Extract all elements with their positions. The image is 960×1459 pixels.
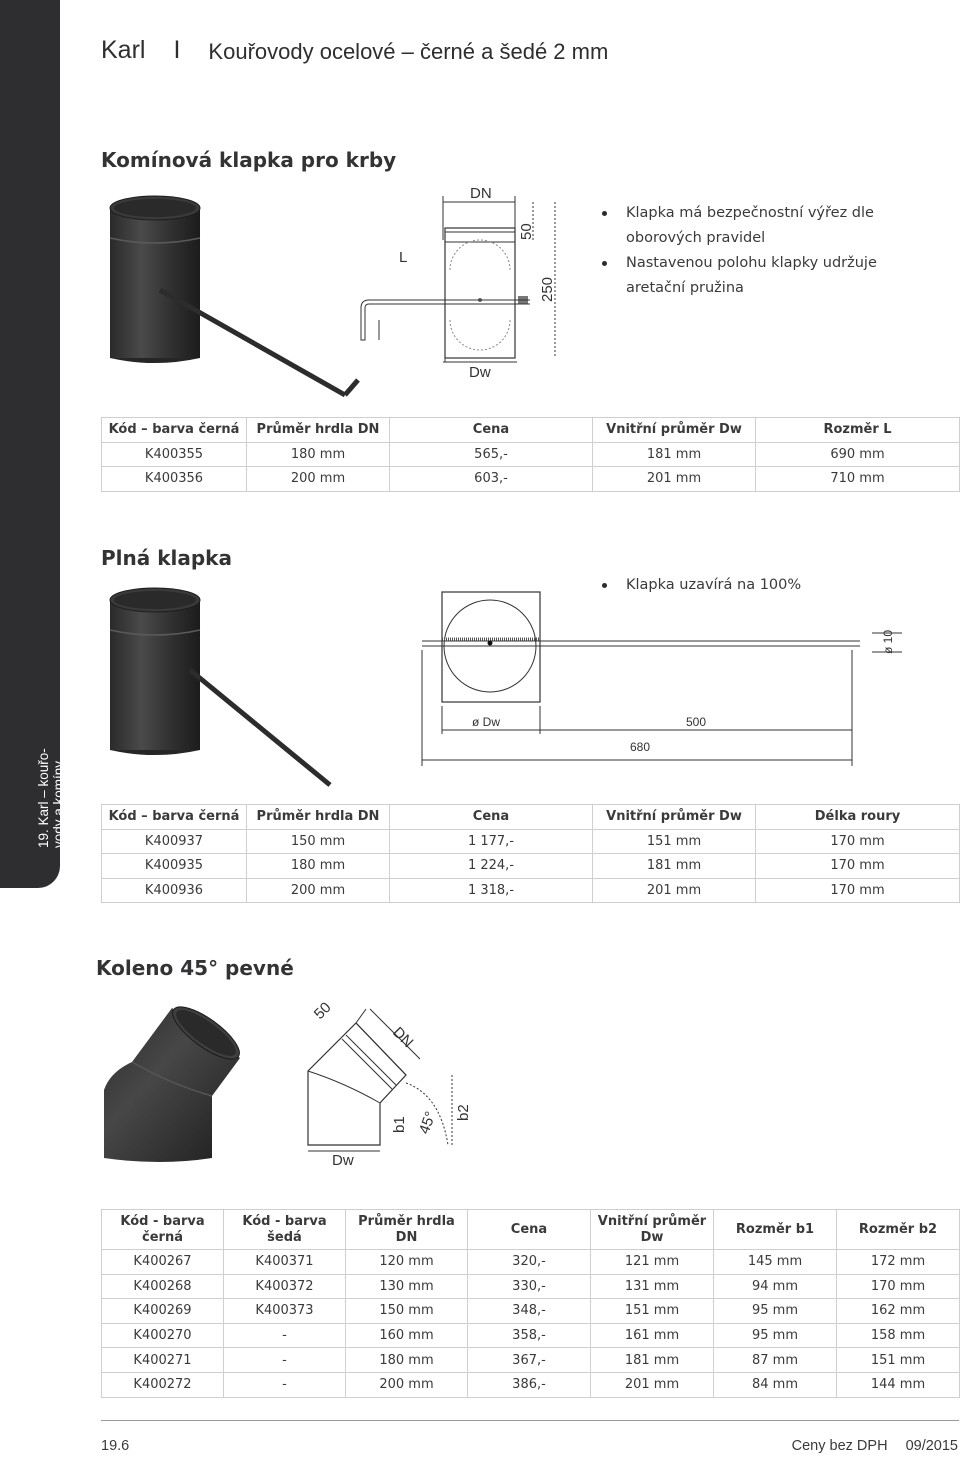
table-cell: K400268 <box>102 1274 224 1299</box>
table-cell: K400355 <box>102 442 247 467</box>
full-damper-photo <box>100 580 365 790</box>
table-cell: 565,- <box>390 442 593 467</box>
chapter-side-label-line1: 19. Karl – kouřo- <box>36 748 51 848</box>
table-cell: 180 mm <box>346 1348 468 1373</box>
table-header-cell: Cena <box>468 1210 591 1250</box>
section1-title: Komínová klapka pro krby <box>101 148 397 172</box>
table-header-row <box>102 805 960 830</box>
table-cell: 1 177,- <box>390 829 593 854</box>
table-cell: K400937 <box>102 829 247 854</box>
table-cell: 158 mm <box>837 1323 960 1348</box>
table-cell: 170 mm <box>756 878 960 903</box>
section3-table <box>101 1209 960 1398</box>
table-header-row <box>102 418 960 443</box>
page-header <box>101 36 608 68</box>
chapter-side-label <box>36 648 66 848</box>
table-cell: 330,- <box>468 1274 591 1299</box>
section2-bullets <box>600 573 900 598</box>
diagram-label-angle: 45° <box>415 1109 440 1137</box>
table-cell: 181 mm <box>593 854 756 879</box>
table-cell: - <box>224 1348 346 1373</box>
table-cell: 181 mm <box>593 442 756 467</box>
table-cell: 150 mm <box>346 1299 468 1324</box>
table-header-cell: Vnitřní průměr Dw <box>591 1210 714 1250</box>
section1-bullets <box>600 201 900 301</box>
table-header-cell: Rozměr L <box>756 418 960 443</box>
footer-date: 09/2015 <box>905 1438 958 1454</box>
table-row <box>102 1372 960 1397</box>
table-row <box>102 1274 960 1299</box>
diagram-label-l: L <box>399 249 408 266</box>
table-cell: 386,- <box>468 1372 591 1397</box>
table-cell: 320,- <box>468 1250 591 1275</box>
table-cell: 201 mm <box>591 1372 714 1397</box>
table-row <box>102 829 960 854</box>
diagram-label-500: 500 <box>686 715 707 729</box>
table-cell: K400373 <box>224 1299 346 1324</box>
section1-table <box>101 417 960 492</box>
table-header-cell: Délka roury <box>756 805 960 830</box>
table-header-cell: Kód – barva černá <box>102 418 247 443</box>
table-cell: 145 mm <box>714 1250 837 1275</box>
table-cell: 160 mm <box>346 1323 468 1348</box>
table-cell: 130 mm <box>346 1274 468 1299</box>
table-cell: 94 mm <box>714 1274 837 1299</box>
table-cell: - <box>224 1323 346 1348</box>
table-cell: 181 mm <box>591 1348 714 1373</box>
table-cell: K400271 <box>102 1348 224 1373</box>
table-cell: 603,- <box>390 467 593 492</box>
full-damper-diagram <box>420 588 920 768</box>
diagram-label-50: 50 <box>518 223 535 240</box>
footer-divider <box>101 1420 959 1421</box>
section2-table <box>101 804 960 903</box>
table-header-cell: Kód - barva černá <box>102 1210 224 1250</box>
table-cell: 131 mm <box>591 1274 714 1299</box>
table-cell: 95 mm <box>714 1323 837 1348</box>
chimney-damper-diagram <box>355 180 580 385</box>
elbow-45-photo <box>100 1000 250 1165</box>
table-row <box>102 1299 960 1324</box>
table-cell: K400270 <box>102 1323 224 1348</box>
header-brand: Karl <box>101 36 146 64</box>
table-cell: 200 mm <box>247 467 390 492</box>
table-row <box>102 1323 960 1348</box>
table-header-cell: Rozměr b1 <box>714 1210 837 1250</box>
diagram-label-250: 250 <box>539 276 556 302</box>
table-cell: 121 mm <box>591 1250 714 1275</box>
table-cell: 1 318,- <box>390 878 593 903</box>
table-cell: - <box>224 1372 346 1397</box>
table-cell: 172 mm <box>837 1250 960 1275</box>
table-header-cell: Vnitřní průměr Dw <box>593 805 756 830</box>
table-header-cell: Cena <box>390 418 593 443</box>
diagram-label-b1: b1 <box>391 1116 408 1133</box>
table-cell: 358,- <box>468 1323 591 1348</box>
footer-info <box>778 1438 958 1454</box>
table-cell: 170 mm <box>756 854 960 879</box>
page-number: 19.6 <box>101 1438 130 1454</box>
table-row <box>102 467 960 492</box>
diagram-label-680: 680 <box>630 740 651 754</box>
elbow-45-diagram <box>300 995 490 1170</box>
table-cell: 87 mm <box>714 1348 837 1373</box>
header-separator: I <box>173 36 181 64</box>
table-cell: 161 mm <box>591 1323 714 1348</box>
table-header-cell: Průměr hrdla DN <box>346 1210 468 1250</box>
table-cell: K400269 <box>102 1299 224 1324</box>
table-row <box>102 1250 960 1275</box>
table-cell: 95 mm <box>714 1299 837 1324</box>
table-cell: K400372 <box>224 1274 346 1299</box>
diagram-label-dw: Dw <box>332 1152 354 1169</box>
table-cell: 1 224,- <box>390 854 593 879</box>
table-header-cell: Kód - barva šedá <box>224 1210 346 1250</box>
table-cell: 150 mm <box>247 829 390 854</box>
table-cell: 170 mm <box>756 829 960 854</box>
footer-price-note: Ceny bez DPH <box>791 1438 888 1454</box>
diagram-label-50: 50 <box>310 999 335 1023</box>
table-cell: 200 mm <box>346 1372 468 1397</box>
table-cell: 151 mm <box>591 1299 714 1324</box>
section3-title: Koleno 45° pevné <box>96 956 294 980</box>
section1-bullet: Klapka má bezpečnostní výřez dle oborových pravidel <box>600 201 900 251</box>
table-cell: 162 mm <box>837 1299 960 1324</box>
table-cell: 180 mm <box>247 442 390 467</box>
header-subtitle: Kouřovody ocelové – černé a šedé 2 mm <box>208 39 609 64</box>
table-cell: 710 mm <box>756 467 960 492</box>
table-cell: 201 mm <box>593 467 756 492</box>
table-header-cell: Kód – barva černá <box>102 805 247 830</box>
table-cell: 690 mm <box>756 442 960 467</box>
table-cell: 180 mm <box>247 854 390 879</box>
diagram-label-d10: ø 10 <box>881 629 895 654</box>
table-cell: 84 mm <box>714 1372 837 1397</box>
diagram-label-dn: DN <box>470 185 492 202</box>
table-cell: 200 mm <box>247 878 390 903</box>
table-cell: 151 mm <box>837 1348 960 1373</box>
table-row <box>102 442 960 467</box>
table-cell: 170 mm <box>837 1274 960 1299</box>
table-row <box>102 1348 960 1373</box>
table-cell: K400356 <box>102 467 247 492</box>
chimney-damper-photo <box>100 190 365 400</box>
diagram-label-dw: Dw <box>469 364 491 381</box>
table-cell: 144 mm <box>837 1372 960 1397</box>
table-cell: K400267 <box>102 1250 224 1275</box>
table-cell: 201 mm <box>593 878 756 903</box>
table-cell: K400936 <box>102 878 247 903</box>
table-header-row <box>102 1210 960 1250</box>
table-cell: K400371 <box>224 1250 346 1275</box>
table-cell: 348,- <box>468 1299 591 1324</box>
table-cell: K400935 <box>102 854 247 879</box>
table-cell: 120 mm <box>346 1250 468 1275</box>
section1-bullet: Nastavenou polohu klapky udržuje aretační pružina <box>600 251 900 301</box>
table-row <box>102 854 960 879</box>
table-cell: 367,- <box>468 1348 591 1373</box>
table-header-cell: Průměr hrdla DN <box>247 805 390 830</box>
chapter-side-label-line2: vody a komíny <box>51 760 66 848</box>
table-header-cell: Cena <box>390 805 593 830</box>
table-header-cell: Vnitřní průměr Dw <box>593 418 756 443</box>
section2-bullet: Klapka uzavírá na 100% <box>600 573 900 598</box>
table-row <box>102 878 960 903</box>
table-header-cell: Průměr hrdla DN <box>247 418 390 443</box>
diagram-label-b2: b2 <box>455 1104 472 1121</box>
table-header-cell: Rozměr b2 <box>837 1210 960 1250</box>
table-cell: 151 mm <box>593 829 756 854</box>
diagram-label-dn: DN <box>389 1023 417 1052</box>
diagram-label-dw: ø Dw <box>472 715 500 729</box>
section2-title: Plná klapka <box>101 546 232 570</box>
table-cell: K400272 <box>102 1372 224 1397</box>
